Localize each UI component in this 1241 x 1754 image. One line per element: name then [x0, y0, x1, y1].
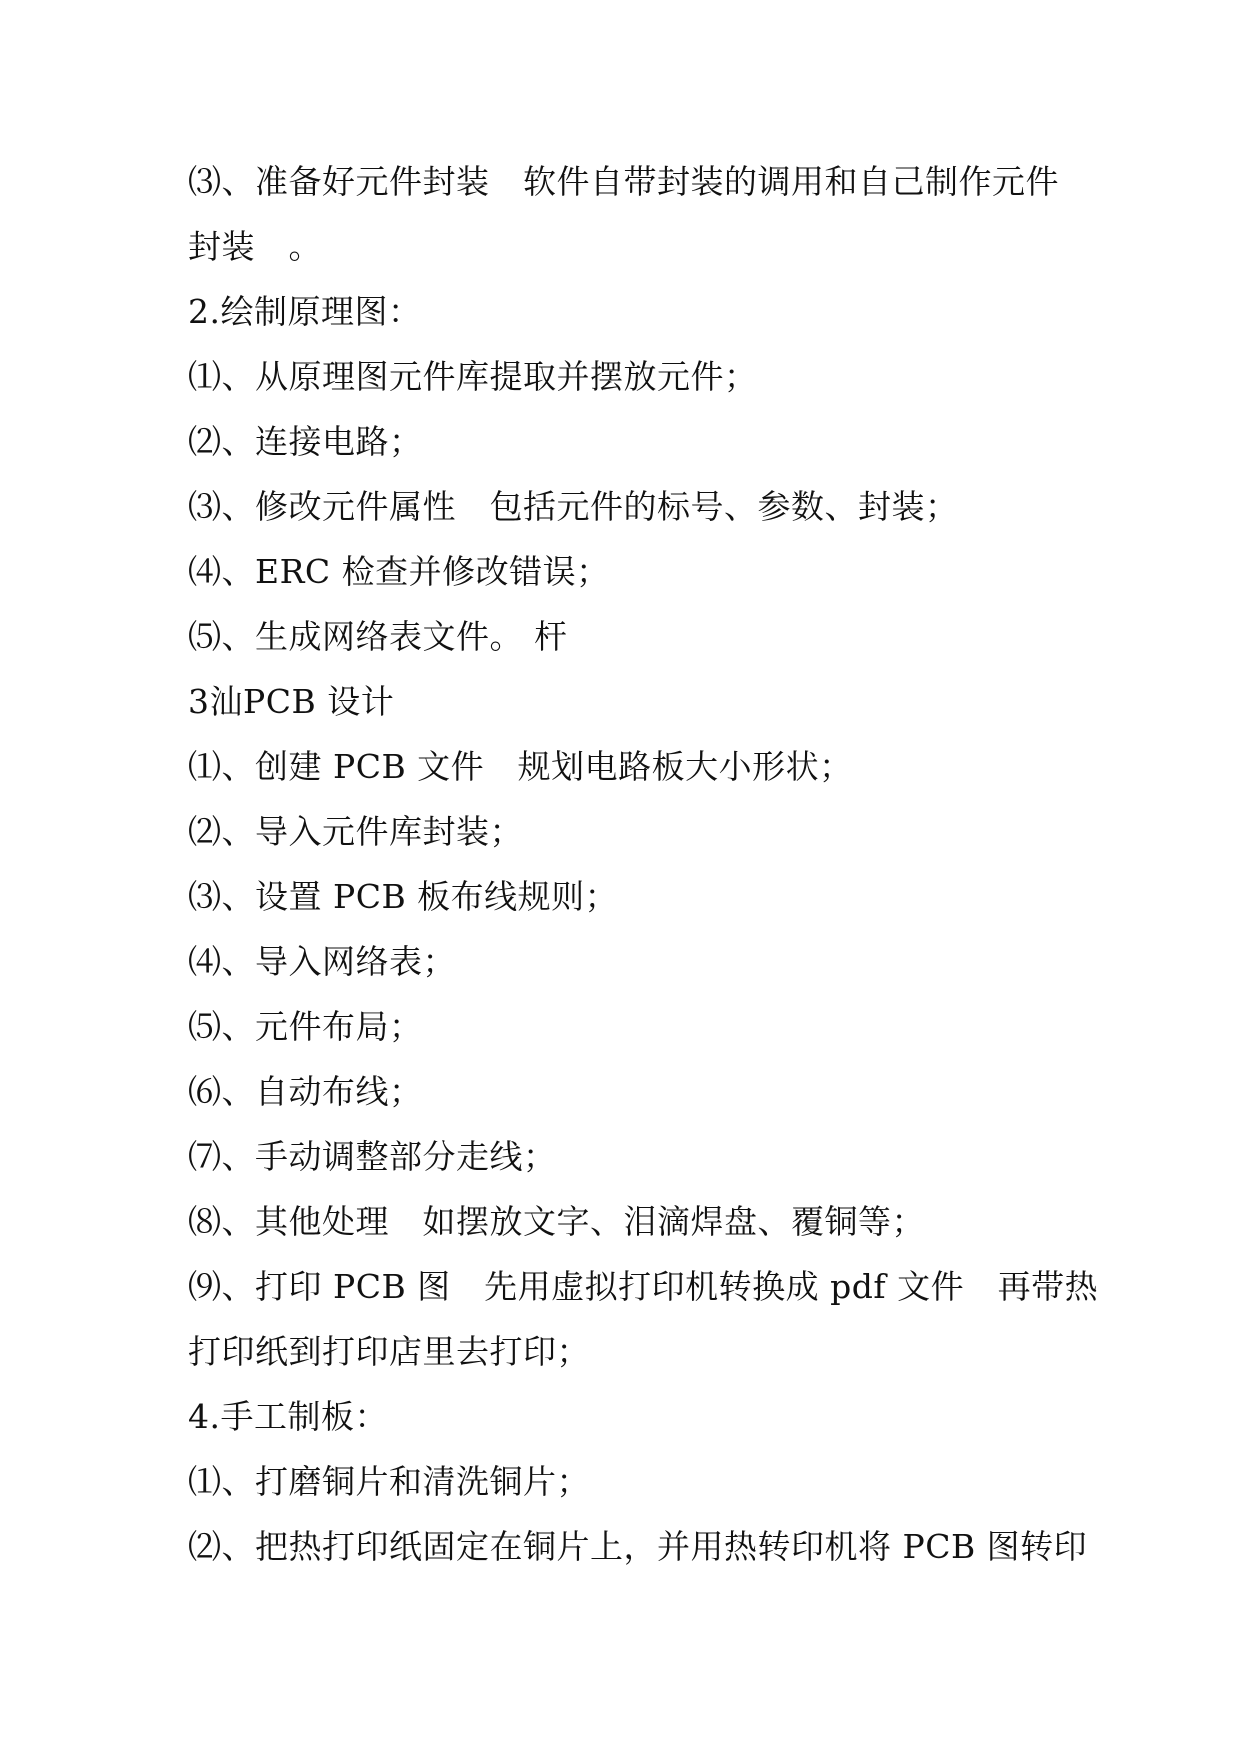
- text-line: ⑴、打磨铜片和清洗铜片；: [188, 1462, 590, 1501]
- text-line: ⑴、从原理图元件库提取并摆放元件；: [188, 357, 758, 396]
- section-heading: 2.绘制原理图：: [188, 292, 422, 331]
- text-line: ⑸、生成网络表文件。 杆: [188, 617, 568, 656]
- text-line: ⑴、创建 PCB 文件 规划电路板大小形状；: [188, 747, 853, 786]
- text-line: 封装 。: [188, 227, 322, 266]
- text-line: ⑷、导入网络表；: [188, 942, 456, 981]
- text-line: ⑵、导入元件库封装；: [188, 812, 523, 851]
- text-line: ⑶、设置 PCB 板布线规则；: [188, 877, 619, 916]
- section-heading: 4.手工制板：: [188, 1397, 388, 1436]
- text-line: ⑼、打印 PCB 图 先用虚拟打印机转换成 pdf 文件 再带热: [188, 1267, 1099, 1306]
- text-line: ⑹、自动布线；: [188, 1072, 423, 1111]
- text-line: ⑷、ERC 检查并修改错误；: [188, 552, 610, 591]
- text-line: ⑵、把热打印纸固定在铜片上，并用热转印机将 PCB 图转印: [188, 1527, 1088, 1566]
- text-line: 打印纸到打印店里去打印；: [188, 1332, 590, 1371]
- text-line: ⑸、元件布局；: [188, 1007, 423, 1046]
- text-line: ⑶、修改元件属性 包括元件的标号、参数、封装；: [188, 487, 959, 526]
- section-heading: 3汕PCB 设计: [188, 682, 395, 721]
- text-line: ⑺、手动调整部分走线；: [188, 1137, 557, 1176]
- text-line: ⑵、连接电路；: [188, 422, 423, 461]
- text-line: ⑶、准备好元件封装 软件自带封装的调用和自己制作元件: [188, 162, 1059, 201]
- text-line: ⑻、其他处理 如摆放文字、泪滴焊盘、覆铜等；: [188, 1202, 925, 1241]
